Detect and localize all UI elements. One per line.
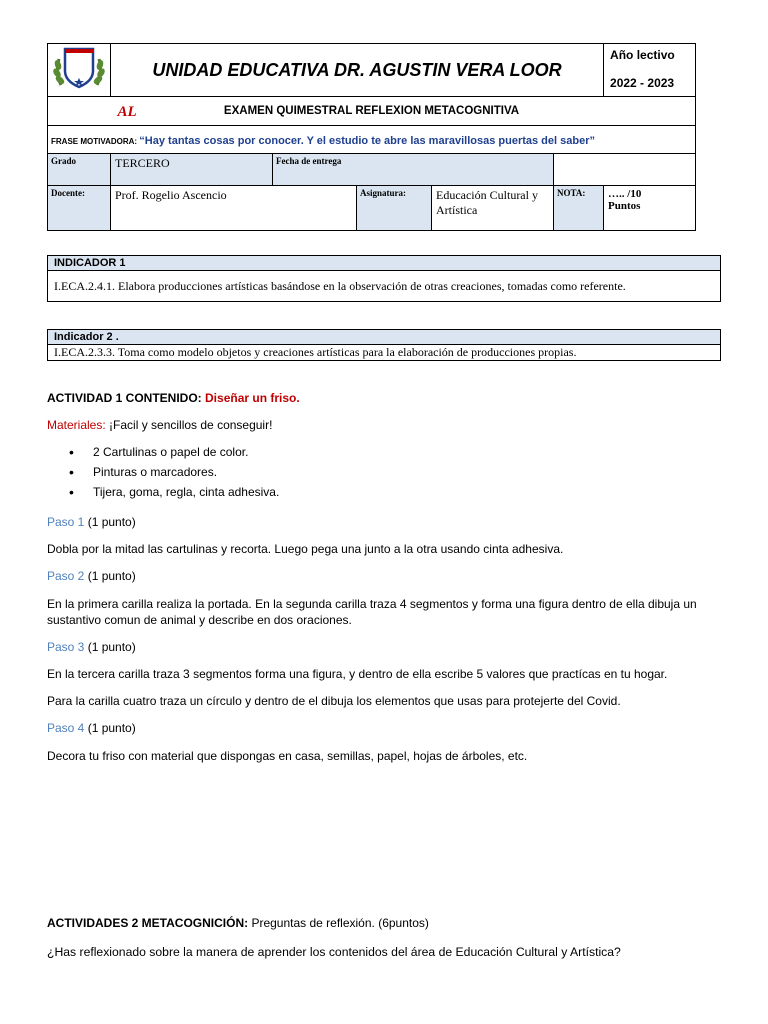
nota-cell bbox=[604, 186, 696, 231]
logo-cell bbox=[48, 44, 137, 120]
step-4-heading bbox=[47, 720, 727, 736]
school-name: UNIDAD EDUCATIVA DR. AGUSTIN VERA LOOR bbox=[111, 44, 604, 97]
activity-2-heading-text: ACTIVIDADES 2 METACOGNICIÓN: bbox=[47, 916, 252, 930]
fecha-label: Fecha de entrega bbox=[273, 154, 554, 186]
logo-text: AL bbox=[117, 103, 137, 120]
step-1-label: Paso 1 bbox=[47, 515, 85, 529]
indicator-2-title: Indicador 2 . bbox=[48, 330, 721, 345]
activity-1-heading-highlight: Diseñar un friso. bbox=[205, 391, 300, 405]
asignatura-value: Educación Cultural y Artística bbox=[432, 186, 554, 231]
materials-text: ¡Facil y sencillos de conseguir! bbox=[109, 418, 273, 432]
materials-line bbox=[47, 417, 727, 433]
list-item: • Tijera, goma, regla, cinta adhesiva. bbox=[47, 484, 279, 504]
step-4-label: Paso 4 bbox=[47, 721, 85, 735]
step-2-text: En la primera carilla realiza la portada. En la segunda carilla traza 4 segmentos y forma una figura dentro de ella dibuja un sustantivo comun de animal y describe en dos oraciones. bbox=[47, 597, 697, 627]
activity-2-question: ¿Has reflexionado sobre la manera de aprender los contenidos del área de Educación Cultural y Artística? bbox=[47, 945, 621, 959]
school-logo bbox=[51, 45, 107, 91]
activity-2-heading bbox=[47, 915, 727, 931]
grado-value: TERCERO bbox=[111, 154, 273, 186]
year-label: Año lectivo bbox=[610, 48, 675, 62]
indicator-1-text: I.ECA.2.4.1. Elabora producciones artísticas basándose en la observación de otras creaciones, tomadas como referente. bbox=[48, 271, 721, 302]
step-1-points: (1 punto) bbox=[84, 515, 136, 529]
step-2-points: (1 punto) bbox=[84, 569, 136, 583]
asignatura-label: Asignatura: bbox=[357, 186, 432, 231]
list-item: • Pinturas o marcadores. bbox=[47, 464, 279, 484]
activity-1-heading-text: ACTIVIDAD 1 CONTENIDO: bbox=[47, 391, 206, 405]
frase-text: “Hay tantas cosas por conocer. Y el estudio te abre las maravillosas puertas del saber” bbox=[139, 134, 595, 147]
docente-value: Prof. Rogelio Ascencio bbox=[111, 186, 357, 231]
step-1-heading bbox=[47, 514, 727, 530]
indicator-1-title: INDICADOR 1 bbox=[48, 256, 721, 271]
header-table bbox=[47, 43, 696, 231]
year-cell bbox=[604, 44, 696, 97]
step-3-label: Paso 3 bbox=[47, 640, 85, 654]
step-2-label: Paso 2 bbox=[47, 569, 85, 583]
step-4-points: (1 punto) bbox=[84, 721, 136, 735]
step-3-text-2: Para la carilla cuatro traza un círculo y dentro de el dibuja los elementos que usas para protejerte del Covid. bbox=[47, 694, 621, 708]
nota-label: NOTA: bbox=[554, 186, 604, 231]
frase-label: FRASE MOTIVADORA: bbox=[51, 136, 140, 146]
step-4-text: Decora tu friso con material que dispongas en casa, semillas, papel, hojas de árboles, etc. bbox=[47, 749, 528, 763]
activity-1-heading bbox=[47, 390, 727, 406]
list-item: • 2 Cartulinas o papel de color. bbox=[47, 444, 279, 464]
year-value: 2022 - 2023 bbox=[610, 76, 675, 90]
step-3-text-1: En la tercera carilla traza 3 segmentos forma una figura, y dentro de ella escribe 5 valores que practícas en tu hogar. bbox=[47, 667, 668, 681]
fecha-value bbox=[554, 154, 696, 186]
indicator-2-text: I.ECA.2.3.3. Toma como modelo objetos y creaciones artísticas para la elaboración de producciones propias. bbox=[48, 345, 721, 361]
activity-2-heading-rest: Preguntas de reflexión. (6puntos) bbox=[251, 916, 429, 930]
nota-value: ….. /10 bbox=[608, 188, 642, 200]
step-2-heading bbox=[47, 568, 727, 584]
indicator-2-table bbox=[47, 329, 721, 361]
step-1-text: Dobla por la mitad las cartulinas y recorta. Luego pega una junto a la otra usando cinta adhesiva. bbox=[47, 542, 564, 556]
exam-title: EXAMEN QUIMESTRAL REFLEXION METACOGNITIVA bbox=[48, 97, 696, 126]
grado-label: Grado bbox=[48, 154, 111, 186]
materials-list bbox=[47, 444, 279, 504]
frase-cell bbox=[48, 126, 696, 154]
docente-label: Docente: bbox=[48, 186, 111, 231]
step-3-heading bbox=[47, 639, 727, 655]
materials-label: Materiales: bbox=[47, 418, 110, 432]
nota-puntos: Puntos bbox=[608, 200, 641, 212]
indicator-1-table bbox=[47, 255, 721, 302]
step-3-points: (1 punto) bbox=[84, 640, 136, 654]
